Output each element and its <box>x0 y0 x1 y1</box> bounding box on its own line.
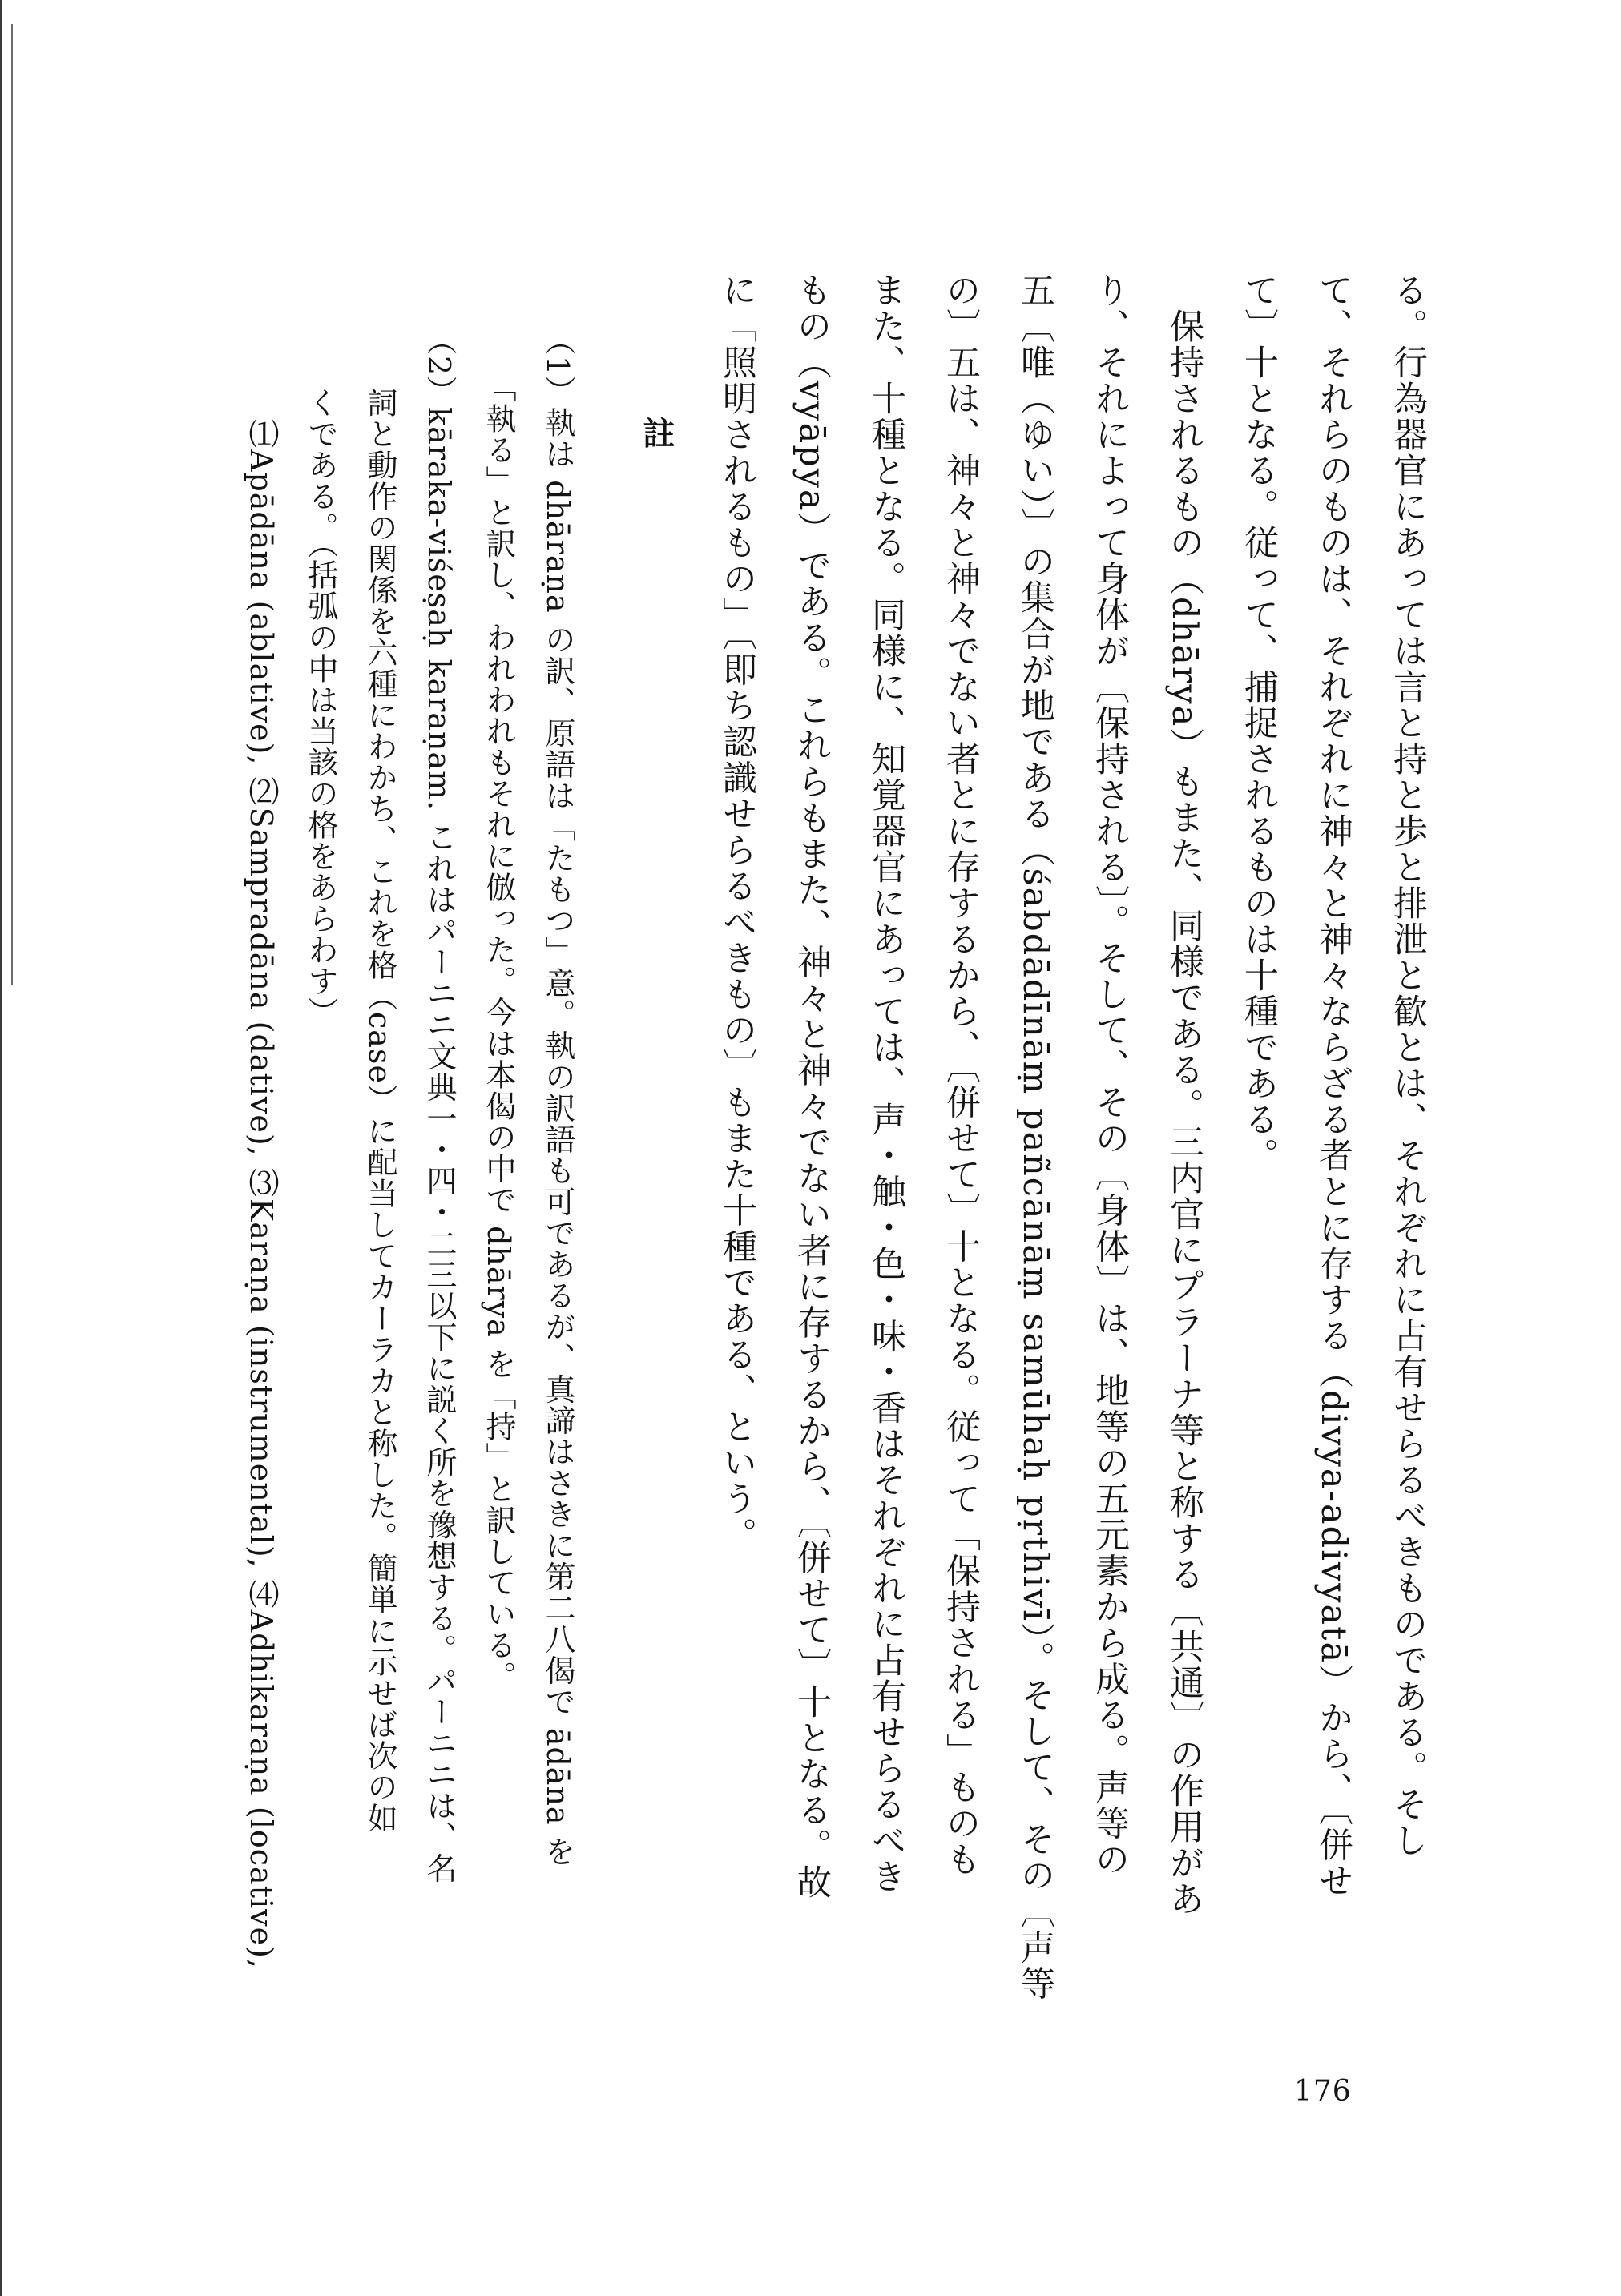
scan-border-line <box>11 24 13 985</box>
notes-body: （1）執は dhāraṇa の訳、原語は「たもつ」意。執の訳語も可であるが、真諦はさきに第二八偈で ādāna を 「執る」と訳し、われわれもそれに倣った。今は本偈の中で dhārya を「持」と訳している。 （2）kāraka-viśeṣaḥ karaṇam. これはパーニニ文典一・四・二三以下に説く所を豫想する。パーニニは、名 詞と動作の関係を六種にわかち、これを格（case）に配当してカーラカと称した。簡単に示せば次の如 くである。（括弧の中は当該の格をあらわす） ⑴Apādāna (ablative), ⑵Sampradāna (dative), ⑶Karaṇa (instrumental), ⑷Adhikaraṇa (locative), <box>244 324 575 1969</box>
main-text-body: る。行為器官にあっては言と持と歩と排泄と歓とは、それぞれに占有せらるべきものである。そし て、それらのものは、それぞれに神々と神々ならざる者とに存する（divya-adivyatā）から、〔併せ て〕十となる。従って、捕捉されるものは十種である。 保持されるもの（dhārya）もまた、同様である。三内官にプラーナ等と称する〔共通〕の作用があ り、それによって身体が〔保持される〕。そして、その〔身体〕は、地等の五元素から成る。声等の 五〔唯（ゆい）〕の集合が地である（śabdādīnāṃ pañcānāṃ samūhaḥ pṛthivī）。そして、その〔声等 の〕五は、神々と神々でない者とに存するから、〔併せて〕十となる。従って「保持される」ものも また、十種となる。同様に、知覚器官にあっては、声・触・色・味・香はそれぞれに占有せらるべき もの（vyāpya）である。これらもまた、神々と神々でない者に存するから、〔併せて〕十となる。故 に「照明されるもの」〔即ち認識せらるべきもの〕もまた十種である、という。 <box>717 272 1428 2002</box>
notes-heading: 註 <box>638 417 675 452</box>
scan-border <box>0 0 8 2296</box>
page-number: 176 <box>1294 2075 1352 2108</box>
